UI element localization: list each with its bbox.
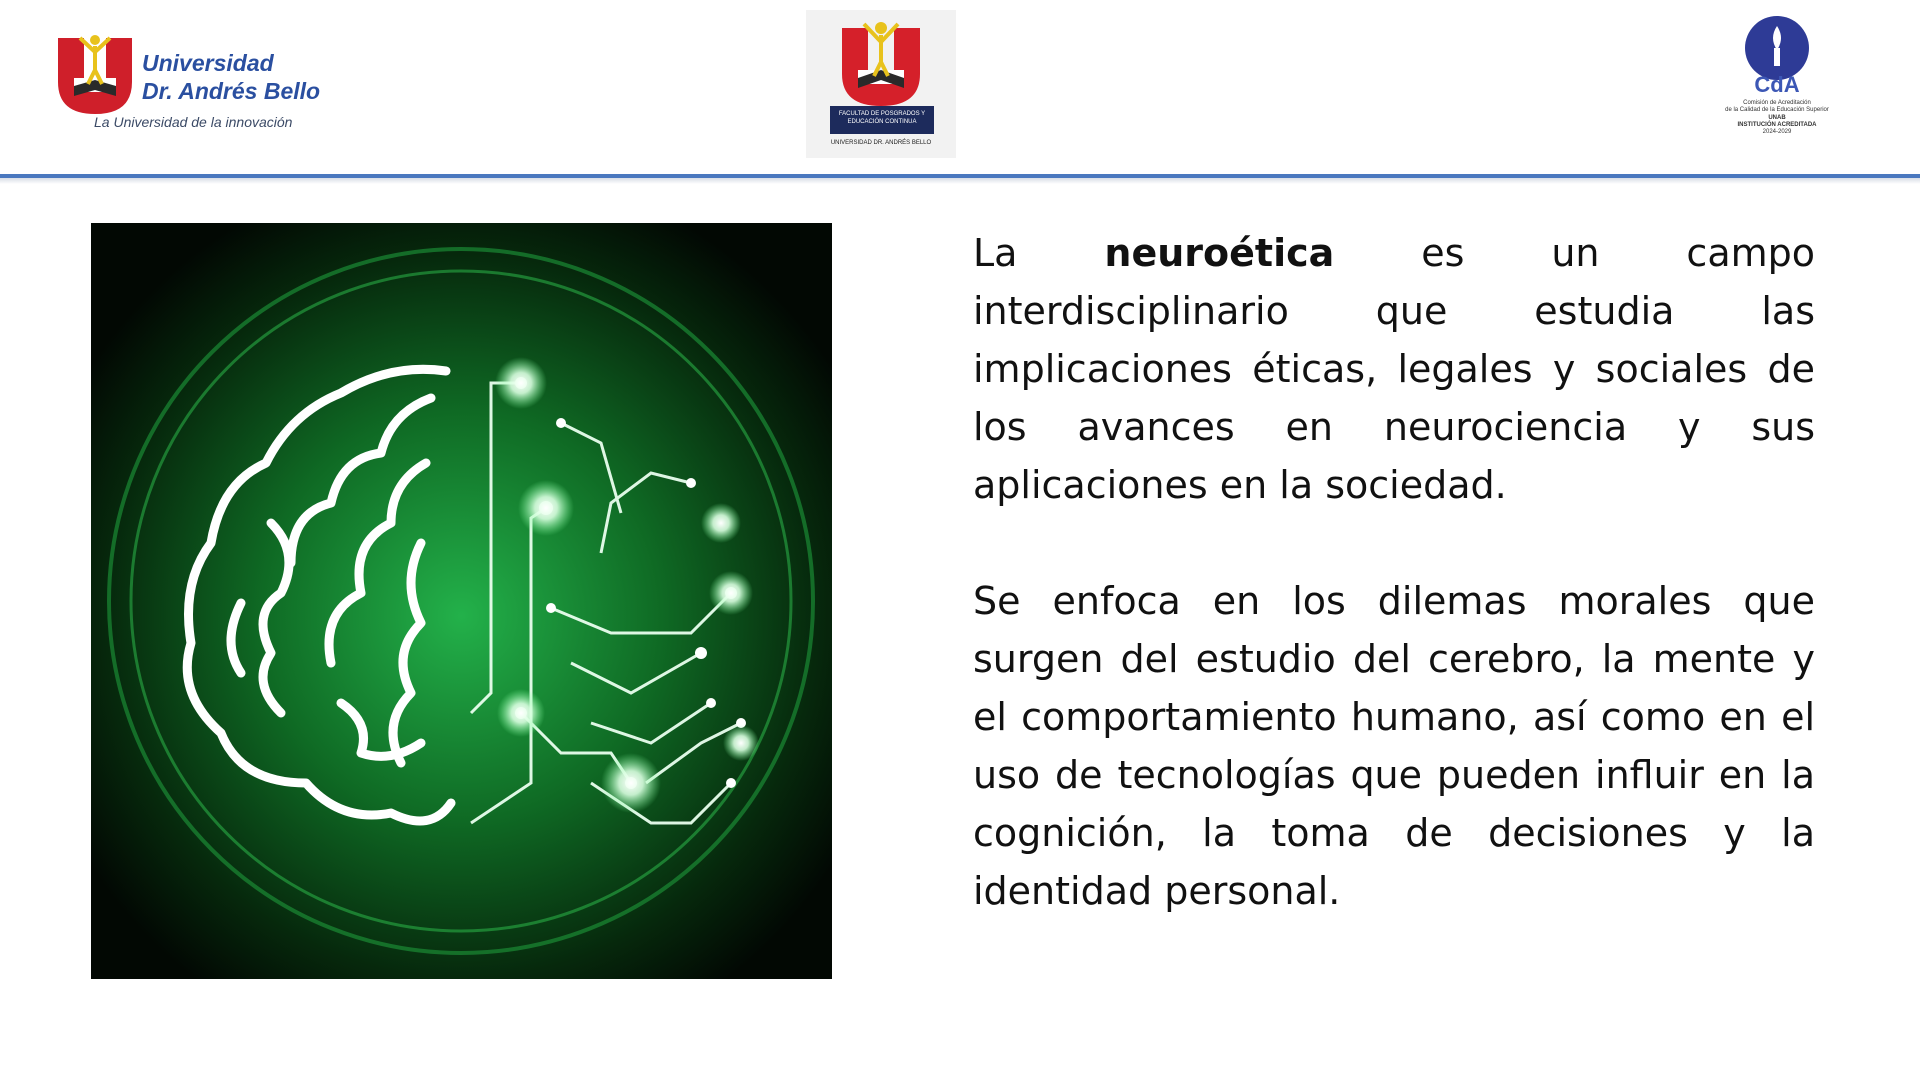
slide-body-text (973, 224, 1815, 978)
faculty-band-text: FACULTAD DE POSGRADOS Y EDUCACIÓN CONTINUA (830, 106, 934, 134)
accreditation-line1: Comisión de Acreditación (1743, 100, 1811, 106)
accreditation-line5: 2024-2029 (1762, 129, 1792, 135)
accreditation-acronym: CdA (1754, 72, 1800, 97)
accreditation-line2: de la Calidad de la Educación Superior (1725, 107, 1829, 113)
slide-header (0, 0, 1920, 176)
term-neuroetica: neuroética (1104, 231, 1335, 275)
accreditation-line4: INSTITUCIÓN ACREDITADA (1737, 122, 1817, 128)
faculty-caption: UNIVERSIDAD DR. ANDRÉS BELLO (830, 140, 932, 146)
university-logo (54, 24, 354, 134)
paragraph-definition (973, 224, 1815, 514)
university-u-logo-icon (54, 30, 136, 118)
hero-image (91, 223, 832, 979)
university-name-line1: Universidad (142, 50, 274, 76)
brain-circuit-icon (91, 223, 832, 979)
faculty-u-logo-icon (836, 18, 926, 108)
paragraph-focus: Se enfoca en los dilemas morales que surgen del estudio del cerebro, la mente y el comportamiento humano, así como en el uso de tecnologías que pueden influir en la cognición, la toma de decisiones y la identidad personal. (973, 579, 1815, 913)
university-name-line2: Dr. Andrés Bello (142, 78, 321, 104)
faculty-logo (806, 10, 956, 158)
header-shadow (0, 178, 1920, 184)
accreditation-logo (1712, 16, 1842, 146)
university-tagline: La Universidad de la innovación (94, 114, 293, 130)
accreditation-emblem-icon (1745, 16, 1809, 80)
accreditation-line3: UNAB (1768, 115, 1786, 121)
paragraph1-pre: La (973, 231, 1105, 275)
paragraph1-post: es un campo interdisciplinario que estudia las implicaciones éticas, legales y sociales de los avances en neurociencia y sus aplicaciones en la sociedad. (973, 231, 1815, 507)
